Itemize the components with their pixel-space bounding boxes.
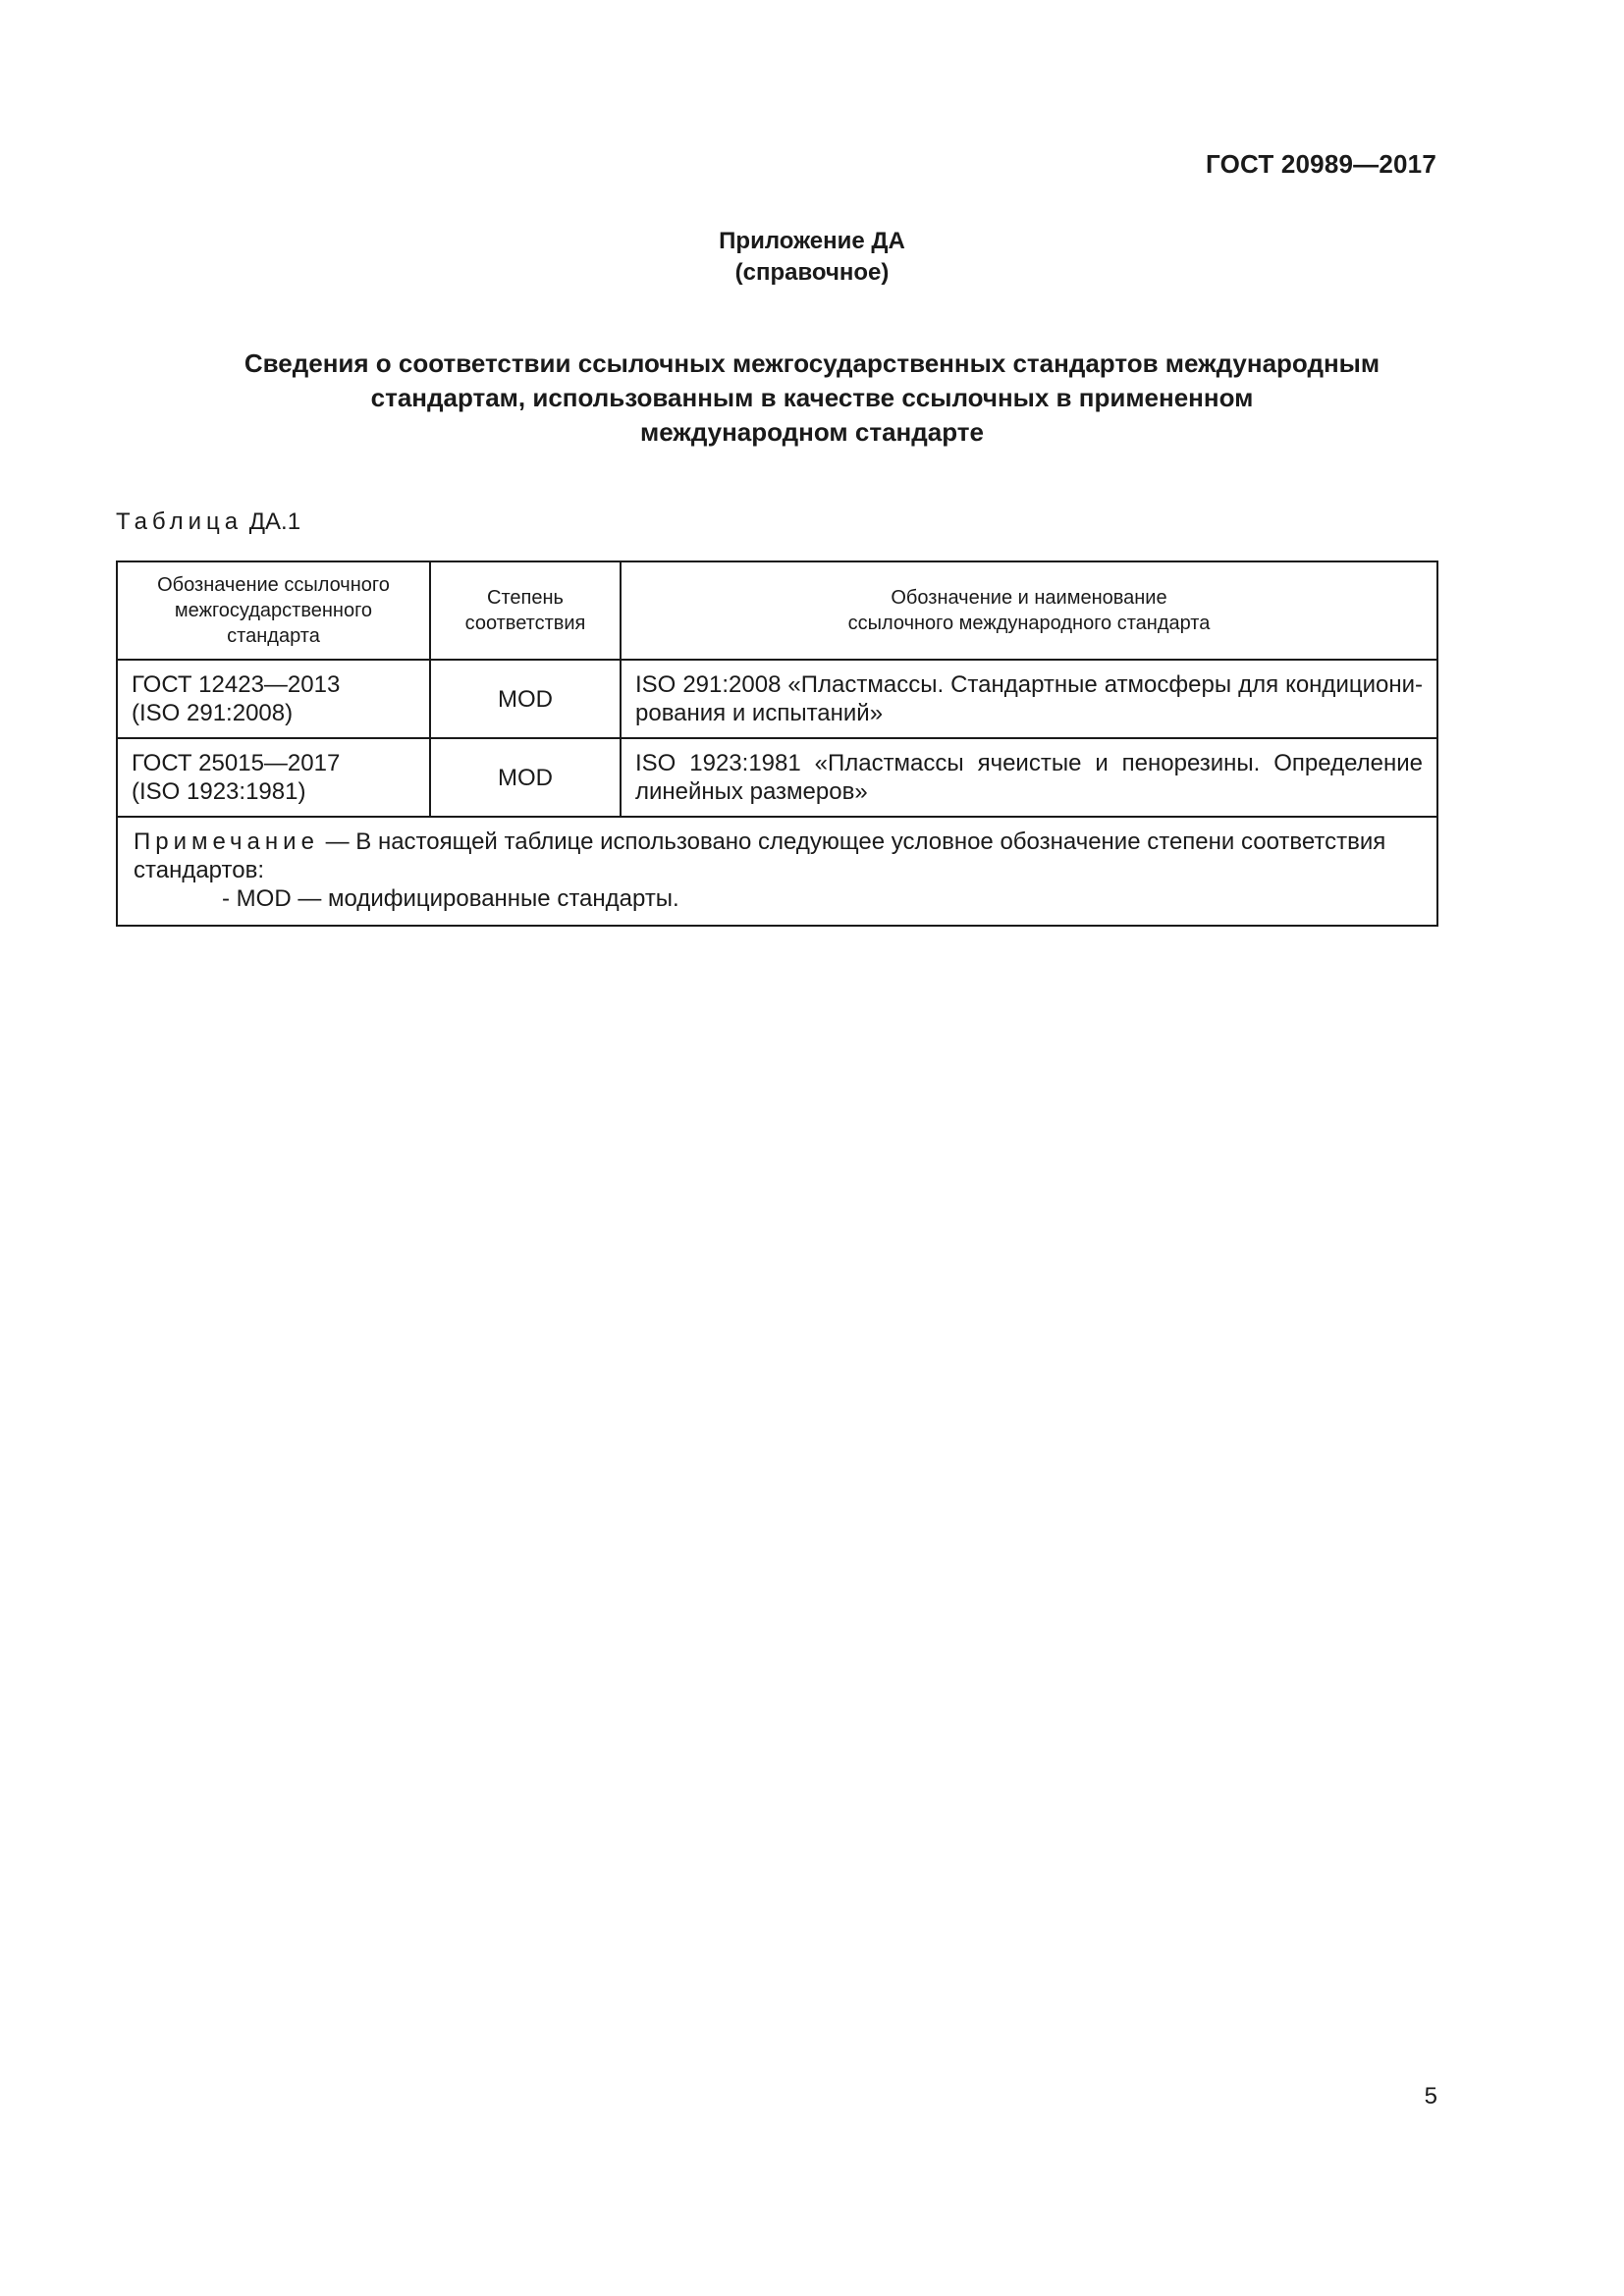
cell-international: ISO 1923:1981 «Пластмассы ячеистые и пенорезины. Определение линейных размеров» bbox=[621, 738, 1437, 817]
table-caption-number: ДА.1 bbox=[248, 508, 301, 535]
header-degree: Степень соответствия bbox=[430, 561, 621, 660]
document-code: ГОСТ 20989—2017 bbox=[1206, 149, 1436, 179]
annex-title-line: Сведения о соответствии ссылочных межгосударственных стандартов международным bbox=[244, 348, 1380, 378]
cell-degree: MOD bbox=[430, 660, 621, 738]
table-caption-prefix: Таблица bbox=[116, 508, 244, 535]
annex-heading bbox=[0, 226, 1624, 289]
table-note bbox=[117, 817, 1437, 926]
note-item: - MOD — модифицированные стандарты. bbox=[222, 885, 679, 912]
page-number: 5 bbox=[1424, 2083, 1437, 2109]
note-text: — В настоящей таблице использовано следующее условное обозначение степени соответствия стандартов: bbox=[134, 828, 1386, 883]
table-row bbox=[117, 738, 1437, 817]
correspondence-table bbox=[116, 561, 1438, 927]
table-note-row bbox=[117, 817, 1437, 926]
table-caption bbox=[116, 508, 300, 536]
note-label: Примечание bbox=[134, 828, 319, 855]
cell-international: ISO 291:2008 «Пластмассы. Стандартные атмосферы для кондициони-рования и испытаний» bbox=[621, 660, 1437, 738]
cell-gost: ГОСТ 25015—2017 (ISO 1923:1981) bbox=[117, 738, 430, 817]
cell-degree: MOD bbox=[430, 738, 621, 817]
table-row bbox=[117, 660, 1437, 738]
header-international: Обозначение и наименование ссылочного международного стандарта bbox=[621, 561, 1437, 660]
cell-gost: ГОСТ 12423—2013 (ISO 291:2008) bbox=[117, 660, 430, 738]
annex-title-line: международном стандарте bbox=[640, 417, 984, 447]
annex-label: Приложение ДА bbox=[719, 228, 905, 254]
header-gost: Обозначение ссылочного межгосударственного стандарта bbox=[117, 561, 430, 660]
annex-kind: (справочное) bbox=[734, 259, 890, 286]
table-header-row bbox=[117, 561, 1437, 660]
annex-title bbox=[187, 347, 1437, 450]
annex-title-line: стандартам, использованным в качестве ссылочных в примененном bbox=[370, 383, 1254, 412]
